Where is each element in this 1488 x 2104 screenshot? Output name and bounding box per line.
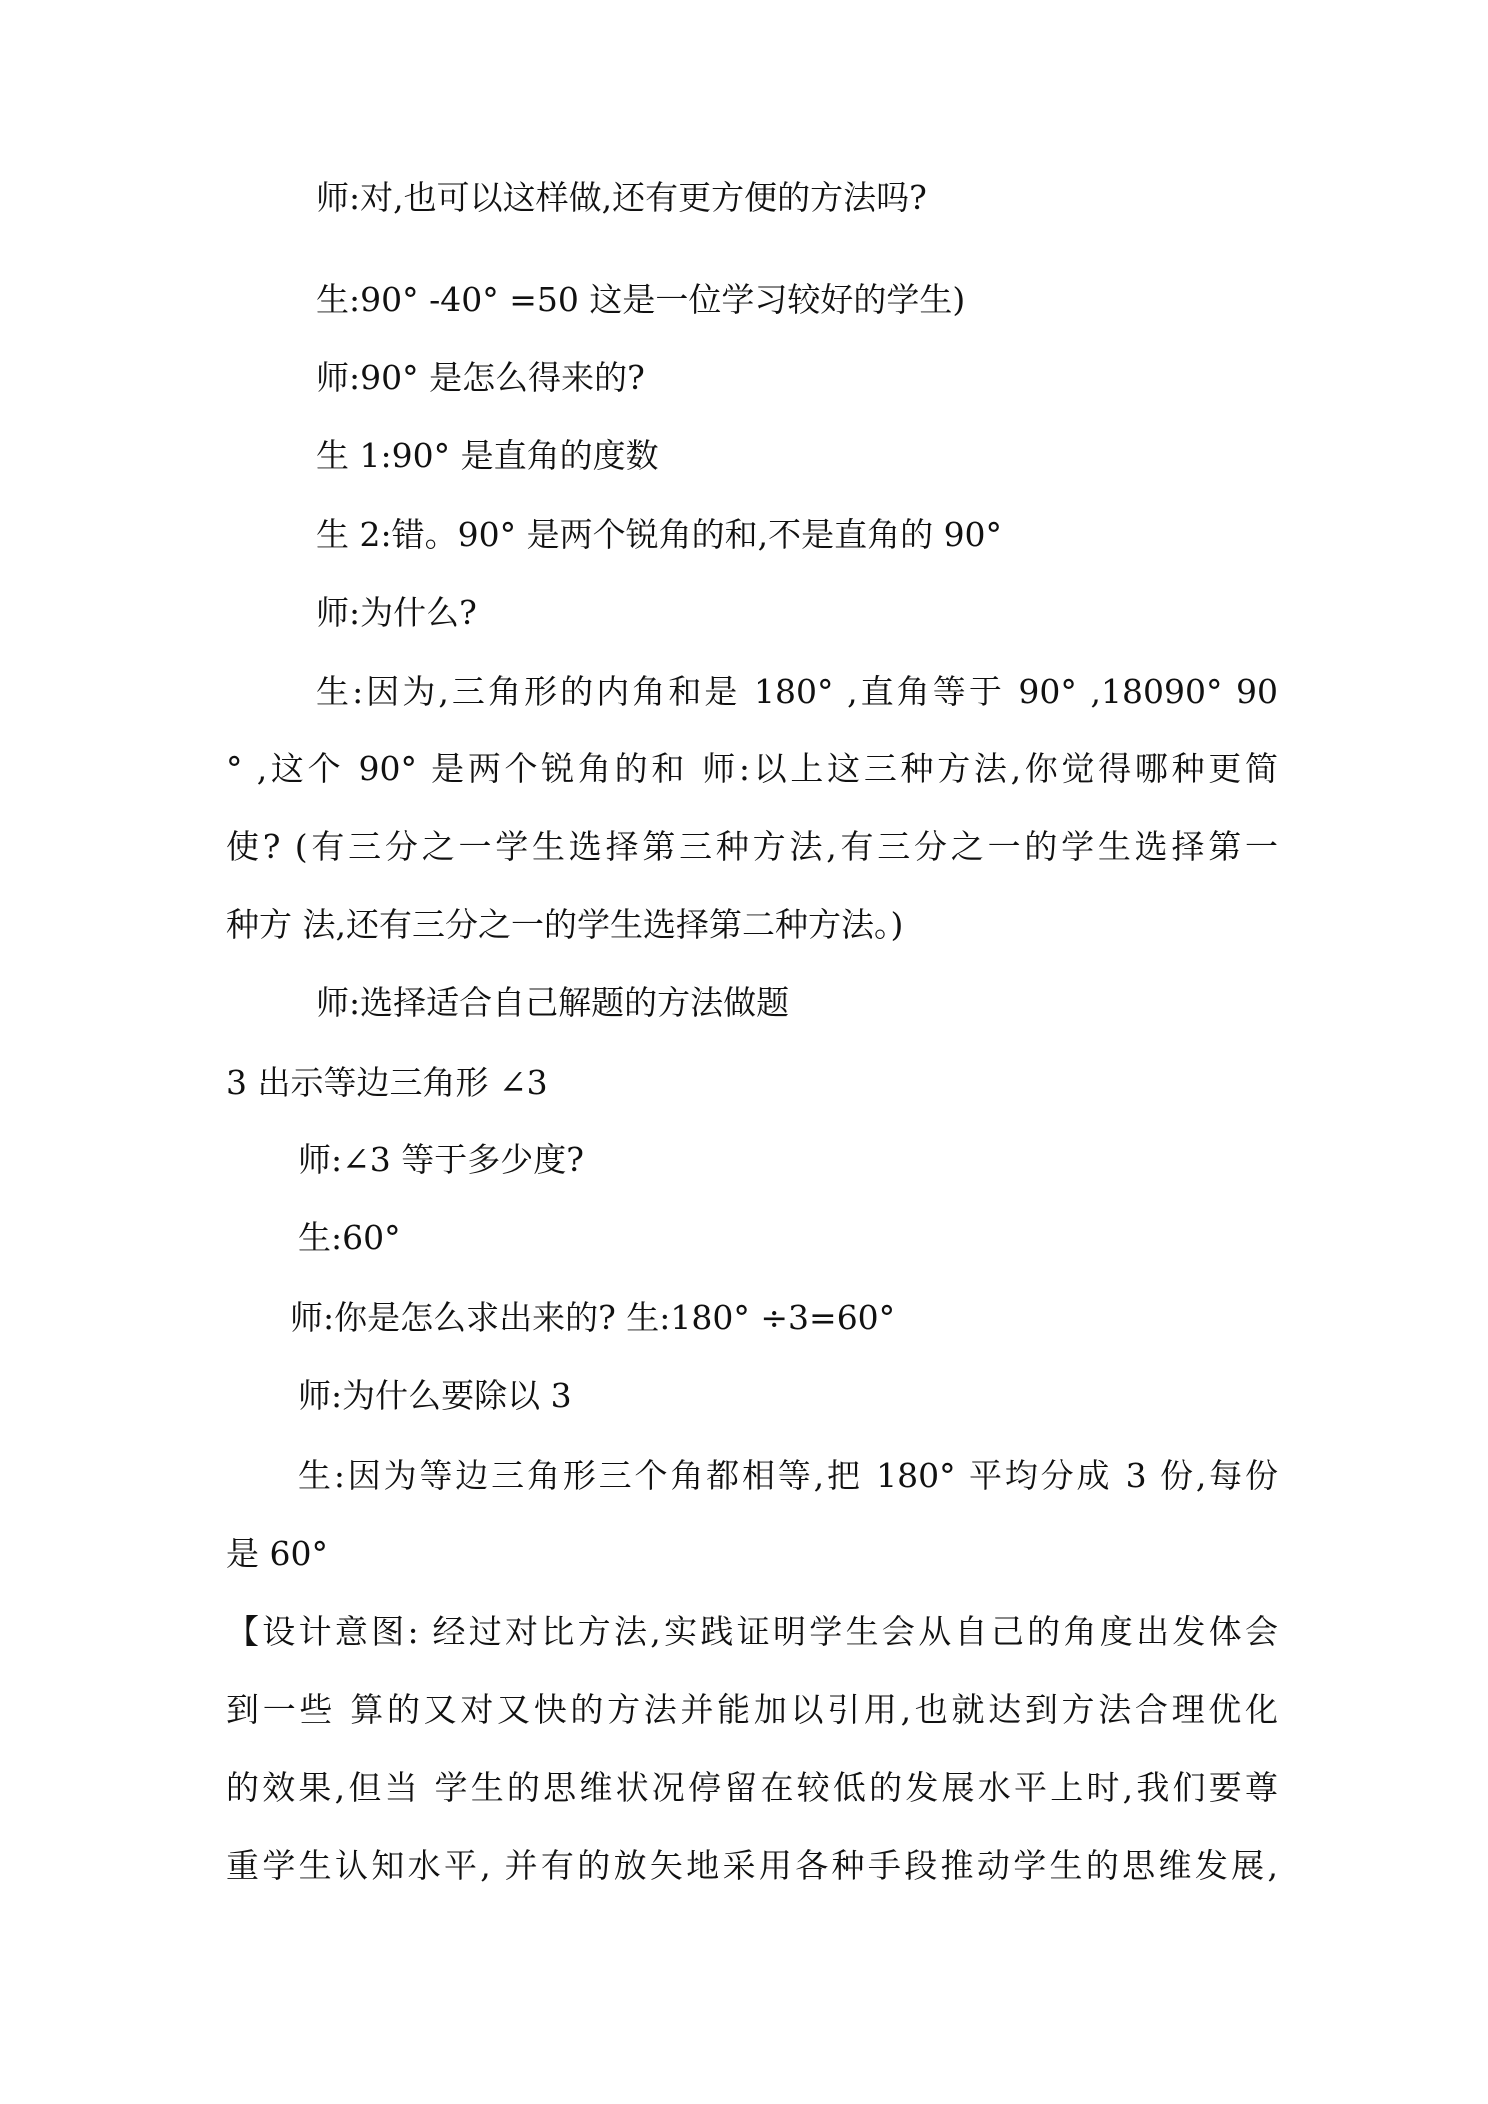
- text-line: 种方 法,还有三分之一的学生选择第二种方法。): [226, 905, 904, 944]
- text-line: ° ,这个 90° 是两个锐角的和 师:以上这三种方法,你觉得哪种更简: [226, 749, 1278, 788]
- text-line: 使? (有三分之一学生选择第三种方法,有三分之一的学生选择第一: [226, 827, 1278, 866]
- text-line: 重学生认知水平, 并有的放矢地采用各种手段推动学生的思维发展,: [226, 1846, 1278, 1885]
- text-line: 的效果,但当 学生的思维状况停留在较低的发展水平上时,我们要尊: [226, 1768, 1278, 1807]
- text-line: 师:你是怎么求出来的? 生:180° ÷3=60°: [290, 1298, 896, 1337]
- text-line: 是 60°: [226, 1534, 328, 1573]
- text-line: 生 2:错。90° 是两个锐角的和,不是直角的 90°: [316, 515, 1003, 554]
- text-line: 生:因为,三角形的内角和是 180° ,直角等于 90° ,18090° 90: [316, 672, 1278, 711]
- text-line: 师:为什么?: [316, 593, 477, 632]
- text-line: 3 出示等边三角形 ∠3: [226, 1063, 548, 1102]
- text-line: 师:90° 是怎么得来的?: [316, 358, 645, 397]
- text-line: 师:∠3 等于多少度?: [298, 1140, 584, 1179]
- text-line: 生:60°: [298, 1218, 401, 1257]
- text-line: 师:对,也可以这样做,还有更方便的方法吗?: [316, 178, 927, 217]
- text-line: 生 1:90° 是直角的度数: [316, 436, 659, 475]
- text-line: 【设计意图: 经过对比方法,实践证明学生会从自己的角度出发体会: [226, 1612, 1278, 1651]
- text-line: 师:选择适合自己解题的方法做题: [316, 983, 790, 1022]
- text-line: 到一些 算的又对又快的方法并能加以引用,也就达到方法合理优化: [226, 1690, 1278, 1729]
- text-line: 生:90° -40° =50 这是一位学习较好的学生): [316, 280, 966, 319]
- text-line: 生:因为等边三角形三个角都相等,把 180° 平均分成 3 份,每份: [298, 1456, 1278, 1495]
- text-line: 师:为什么要除以 3: [298, 1376, 572, 1415]
